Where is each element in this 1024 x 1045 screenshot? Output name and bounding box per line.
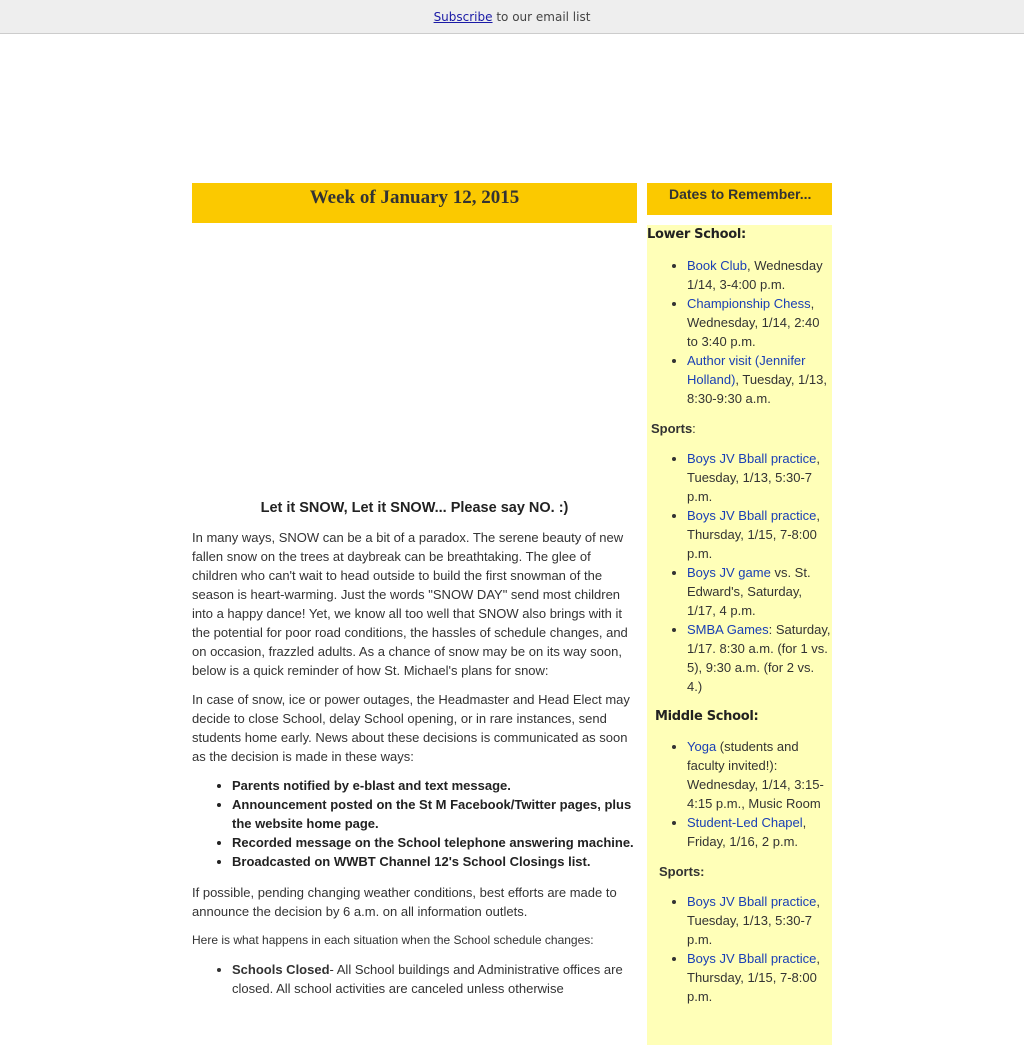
lower-school-list — [647, 256, 832, 408]
event-link[interactable]: Book Club — [687, 258, 747, 273]
event-details: , Friday, 1/16, 2 p.m. — [687, 815, 807, 849]
event-details: (students and faculty invited!): Wednesday, 1/14, 3:15-4:15 p.m., Music Room — [687, 739, 824, 811]
event-link[interactable]: Boys JV Bball practice — [687, 894, 817, 909]
schedule-change-list — [192, 960, 637, 998]
event-details: , Wednesday 1/14, 3-4:00 p.m. — [687, 258, 823, 292]
event-details: , Thursday, 1/15, 7-8:00 p.m. — [687, 508, 820, 561]
lower-school-title: Lower School: — [647, 227, 746, 242]
list-item — [687, 563, 832, 620]
week-title: Week of January 12, 2015 — [192, 183, 637, 223]
event-link[interactable]: Championship Chess — [687, 296, 811, 311]
event-link[interactable]: Yoga — [687, 739, 717, 754]
subscribe-link[interactable]: Subscribe — [433, 10, 493, 24]
middle-school-label: Middle School — [655, 709, 754, 724]
event-link[interactable]: Author visit (Jennifer Holland) — [687, 353, 806, 387]
event-details: vs. St. Edward's, Saturday, 1/17, 4 p.m. — [687, 565, 811, 618]
sidebar-body — [647, 225, 832, 1045]
hero-image-area — [192, 223, 637, 500]
list-item — [687, 256, 832, 294]
article-paragraph-4: Here is what happens in each situation when the School schedule changes: — [192, 933, 594, 947]
lower-sports-title — [647, 421, 832, 436]
middle-school-colon: : — [753, 709, 759, 724]
dates-header: Dates to Remember... — [647, 183, 832, 215]
sports-label: Sports — [651, 421, 693, 436]
list-item — [687, 620, 832, 696]
list-item — [687, 949, 832, 1006]
middle-school-title — [647, 709, 832, 724]
schools-closed-label: Schools Closed — [232, 962, 330, 977]
main-column — [192, 183, 637, 998]
list-item: • Broadcasted on WWBT Channel 12's School Closings list. — [232, 852, 637, 871]
event-details: , Wednesday, 1/14, 2:40 to 3:40 p.m. — [687, 296, 820, 349]
event-details: , Thursday, 1/15, 7-8:00 p.m. — [687, 951, 820, 1004]
event-link[interactable]: SMBA Games — [687, 622, 769, 637]
article-paragraph-3: If possible, pending changing weather conditions, best efforts are made to announce the decision by 6 a.m. on all information outlets. — [192, 885, 617, 919]
article-title: Let it SNOW, Let it SNOW... Please say NO. :) — [260, 500, 569, 516]
list-item — [687, 892, 832, 949]
article-paragraph-2: In case of snow, ice or power outages, the Headmaster and Head Elect may decide to close School, delay School opening, or in rare instances, send students home early. News about these decisions is communicated as soon as the decision is made in these ways: — [192, 692, 630, 764]
list-item — [687, 351, 832, 408]
middle-sports-title: Sports: — [659, 864, 705, 879]
schools-closed-text: - All School buildings and Administrative offices are closed. All school activities are canceled unless otherwise — [232, 962, 623, 996]
list-item: • Announcement posted on the St M Facebook/Twitter pages, plus the website home page. — [232, 795, 637, 833]
event-details: , Tuesday, 1/13, 5:30-7 p.m. — [687, 894, 820, 947]
notification-list — [192, 776, 637, 871]
middle-school-list — [647, 737, 832, 851]
event-details: : Saturday, 1/17. 8:30 a.m. (for 1 vs. 5), 9:30 a.m. (for 2 vs. 4.) — [687, 622, 831, 694]
lower-sports-list — [647, 449, 832, 696]
subscribe-bar-text: to our email list — [492, 10, 591, 24]
list-item — [232, 960, 637, 998]
event-details: , Tuesday, 1/13, 8:30-9:30 a.m. — [687, 372, 827, 406]
event-link[interactable]: Boys JV Bball practice — [687, 508, 817, 523]
list-item — [687, 813, 832, 851]
event-link[interactable]: Boys JV game — [687, 565, 771, 580]
subscribe-bar — [0, 0, 1024, 34]
middle-sports-list — [647, 892, 832, 1006]
sports-colon: : — [692, 421, 696, 436]
list-item: • Parents notified by e-blast and text message. — [232, 776, 637, 795]
article-paragraph-1: In many ways, SNOW can be a bit of a paradox. The serene beauty of new fallen snow on the trees at daybreak can be breathtaking. The glee of children who can't wait to head outside to build the first snowman of the season is heart-warming. Just the words "SNOW DAY" send most children into a happy dance! Yet, we know all too well that SNOW also brings with it the potential for poor road conditions, the hassles of schedule changes, and on occasion, frazzled adults. As a chance of snow may be on its way soon, below is a quick reminder of how St. Michael's plans for snow: — [192, 530, 628, 678]
list-item — [687, 737, 832, 813]
dates-sidebar — [647, 183, 832, 1045]
event-link[interactable]: Boys JV Bball practice — [687, 451, 817, 466]
event-link[interactable]: Student-Led Chapel — [687, 815, 803, 830]
list-item — [687, 449, 832, 506]
list-item — [687, 506, 832, 563]
event-details: , Tuesday, 1/13, 5:30-7 p.m. — [687, 451, 820, 504]
list-item: • Recorded message on the School telephone answering machine. — [232, 833, 637, 852]
event-link[interactable]: Boys JV Bball practice — [687, 951, 817, 966]
list-item — [687, 294, 832, 351]
